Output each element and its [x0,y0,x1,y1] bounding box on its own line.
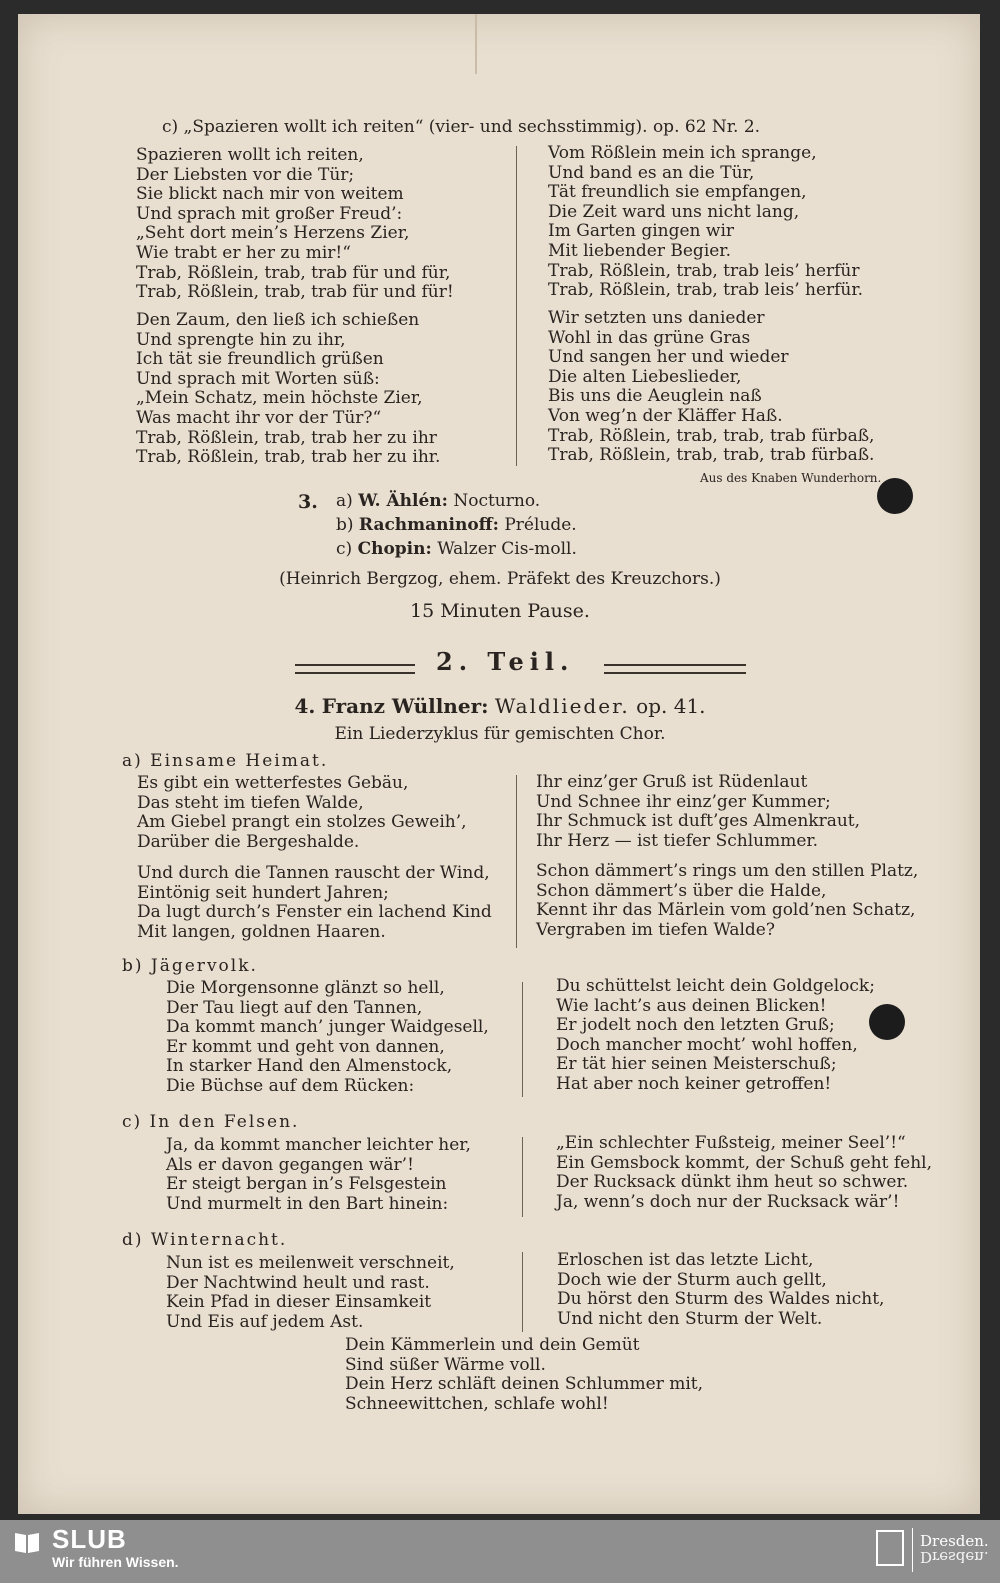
column-divider [522,982,523,1097]
song-title: c) In den Felsen. [122,1112,300,1132]
column-divider [516,775,517,948]
song-title: a) Einsame Heimat. [122,751,329,771]
dresden-logo-mirror: Dresden. [920,1548,989,1566]
stanza-left-2: Und durch die Tannen rauscht der Wind, Eintönig seit hundert Jahren; Da lugt durch’s Fenster ein lachend Kind Mit langen, goldnen Haaren. [137,863,492,942]
work: Prélude. [504,515,577,535]
part-heading: 2. Teil. [436,647,575,676]
section-number: 3. [298,491,318,513]
stanza-right: Erloschen ist das letzte Licht, Doch wie der Sturm auch gellt, Du hörst den Sturm des Waldes nicht, Und nicht den Sturm der Welt. [557,1250,885,1329]
song-header: c) „Spazieren wollt ich reiten“ (vier- und sechsstimmig). op. 62 Nr. 2. [162,117,761,137]
stanza-left-1: Es gibt ein wetterfestes Gebäu, Das steht im tiefen Walde, Am Giebel prangt ein stolzes Geweih’, Darüber die Bergeshalde. [137,773,467,852]
paper-fold [475,14,477,74]
item-label: b) [336,515,354,535]
stanza-left-1: Spazieren wollt ich reiten, Der Liebsten vor die Tür; Sie blickt nach mir von weitem Und sprach mit großer Freud’: „Seht dort mein’s Herzens Zier, Wie trabt er her zu mir!“ Trab, Rößlein, trab, trab für und für, Trab, Rößlein, trab, trab für und für! [136,145,454,303]
work: Walzer Cis-moll. [437,539,577,559]
book-icon [14,1530,40,1554]
composer: Rachmaninoff: [358,515,499,535]
stanza-left: Nun ist es meilenweit verschneit, Der Nachtwind heult und rast. Kein Pfad in dieser Einsamkeit Und Eis auf jedem Ast. [166,1253,455,1332]
song-title: b) Jägervolk. [122,956,258,976]
stanza-left: Die Morgensonne glänzt so hell, Der Tau liegt auf den Tannen, Da kommt manch’ junger Waidgesell, Er kommt und geht von dannen, In starker Hand den Almenstock, Die Büchse auf dem Rücken: [166,978,489,1096]
work-subtitle: Ein Liederzyklus für gemischten Chor. [334,724,666,744]
stanza-right: Du schüttelst leicht dein Goldgelock; Wie lacht’s aus deinen Blicken! Er jodelt noch den letzten Gruß; Doch mancher mocht’ wohl hoffen, Er tät hier seinen Meisterschuß; Hat aber noch keiner getroffen! [556,976,875,1094]
heading-rule-left [295,664,415,674]
section-number: 4. [294,694,316,718]
stanza-right-1: Vom Rößlein mein ich sprange, Und band es an die Tür, Tät freundlich sie empfangen, Die Zeit ward uns nicht lang, Im Garten gingen wir Mit liebender Begier. Trab, Rößlein, trab, trab leis’ herfür Trab, Rößlein, trab, trab leis’ herfür. [548,143,864,301]
section3-item-b [336,516,577,536]
pause-note: 15 Minuten Pause. [410,600,590,622]
item-label: a) [336,491,353,511]
footer-bar [0,1520,1000,1583]
final-stanza: Dein Kämmerlein und dein Gemüt Sind süßer Wärme voll. Dein Herz schläft deinen Schlummer mit, Schneewittchen, schlafe wohl! [345,1335,704,1414]
work: Waldlieder. [494,694,630,718]
stanza-right-2: Wir setzten uns danieder Wohl in das grüne Gras Und sangen her und wieder Die alten Liebeslieder, Bis uns die Aeuglein naß Von weg’n der Kläffer Haß. Trab, Rößlein, trab, trab, trab fürbaß, Trab, Rößlein, trab, trab, trab fürbaß. [548,308,875,466]
logo-separator [912,1528,913,1572]
work-title [0,694,1000,718]
opus: op. 41. [636,694,706,718]
work: Nocturno. [453,491,541,511]
dresden-logo-text[interactable]: Dresden. [920,1532,989,1550]
column-divider [522,1252,523,1332]
section3-item-c [336,540,577,560]
section3-item-a [336,492,540,512]
stanza-left-2: Den Zaum, den ließ ich schießen Und sprengte hin zu ihr, Ich tät sie freundlich grüßen Und sprach mit Worten süß: „Mein Schatz, mein höchste Zier, Was macht ihr vor der Tür?“ Trab, Rößlein, trab, trab her zu ihr Trab, Rößlein, trab, trab her zu ihr. [136,310,441,468]
dresden-crest-icon [876,1530,904,1566]
column-divider [522,1137,523,1217]
heading-rule-right [604,664,746,674]
composer: Chopin: [357,539,432,559]
slub-logo-text[interactable]: SLUB [52,1524,127,1554]
column-divider [516,146,517,466]
stanza-right: „Ein schlechter Fußsteig, meiner Seel’!“ Ein Gemsbock kommt, der Schuß geht fehl, Der Rucksack dünkt ihm heut so schwer. Ja, wenn’s doch nur der Rucksack wär’! [556,1133,933,1212]
punch-hole [877,478,913,514]
composer: W. Ählén: [358,491,448,511]
composer: Franz Wüllner: [321,694,489,718]
song-title: d) Winternacht. [122,1230,288,1250]
slub-tagline: Wir führen Wissen. [52,1554,179,1570]
item-label: c) [336,539,353,559]
stanza-right-2: Schon dämmert’s rings um den stillen Platz, Schon dämmert’s über die Halde, Kennt ihr das Märlein vom gold’nen Schatz, Vergraben im tiefen Walde? [536,861,919,940]
source-note: Aus des Knaben Wunderhorn. [700,471,882,485]
performer: (Heinrich Bergzog, ehem. Präfekt des Kreuzchors.) [279,569,721,589]
stanza-right-1: Ihr einz’ger Gruß ist Rüdenlaut Und Schnee ihr einz’ger Kummer; Ihr Schmuck ist duft’ges Almenkraut, Ihr Herz — ist tiefer Schlummer. [536,772,861,851]
stanza-left: Ja, da kommt mancher leichter her, Als er davon gegangen wär’! Er steigt bergan in’s Felsgestein Und murmelt in den Bart hinein: [166,1135,471,1214]
